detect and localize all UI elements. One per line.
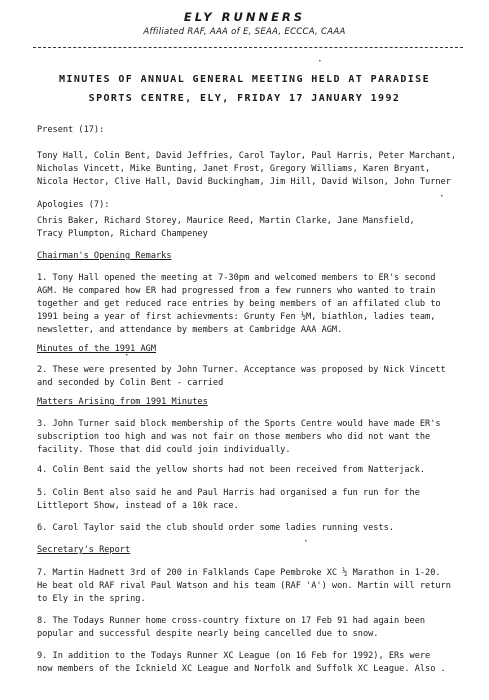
scan-speck: • xyxy=(304,538,308,545)
scan-speck: • xyxy=(440,193,444,200)
paragraph-line: subscription too high and was not fair on those members who did not want the xyxy=(37,432,431,442)
paragraph-line: to Ely in the spring. xyxy=(37,594,146,604)
scan-speck: • xyxy=(125,352,129,359)
paragraph-line: 7. Martin Hadnett 3rd of 200 in Falklands Cape Pembroke XC ½ Marathon in 1-20. xyxy=(37,568,441,578)
header-divider xyxy=(33,47,463,48)
present-line: Nicola Hector, Clive Hall, David Buckingham, Jim Hill, David Wilson, John Turner xyxy=(37,177,451,187)
apologies-heading: Apologies (7): xyxy=(37,200,110,210)
affiliation-line: Affiliated RAF, AAA of E, SEAA, ECCCA, CAAA xyxy=(143,27,346,37)
section-heading-matters-arising: Matters Arising from 1991 Minutes xyxy=(37,397,208,407)
paragraph-line: and seconded by Colin Bent - carried xyxy=(37,378,224,388)
paragraph-line: Littleport Show, instead of a 10k race. xyxy=(37,501,239,511)
paragraph-line: facility. Those that did could join individually. xyxy=(37,445,291,455)
paragraph-line: 4. Colin Bent said the yellow shorts had not been received from Natterjack. xyxy=(37,465,426,475)
paragraph-line: AGM. He compared how ER had progressed from a few runners who wanted to train xyxy=(37,286,436,296)
paragraph-line: together and get reduced race entries by being members of an affilated club to xyxy=(37,299,441,309)
present-line: Tony Hall, Colin Bent, David Jeffries, Carol Taylor, Paul Harris, Peter Marchant, xyxy=(37,151,457,161)
document-title-line-2: SPORTS CENTRE, ELY, FRIDAY 17 JANUARY 1992 xyxy=(88,93,401,104)
present-heading: Present (17): xyxy=(37,125,105,135)
paragraph-line: He beat old RAF rival Paul Watson and his team (RAF 'A') won. Martin will return xyxy=(37,581,451,591)
paragraph-line: 6. Carol Taylor said the club should order some ladies running vests. xyxy=(37,523,394,533)
document-title-line-1: MINUTES OF ANNUAL GENERAL MEETING HELD AT PARADISE xyxy=(58,74,431,85)
paragraph-line: 8. The Todays Runner home cross-country fixture on 17 Feb 91 had again been xyxy=(37,616,426,626)
paragraph-line: 9. In addition to the Todays Runner XC League (on 16 Feb for 1992), ERs were xyxy=(37,651,431,661)
section-heading-minutes: Minutes of the 1991 AGM xyxy=(37,344,156,354)
paragraph-line: popular and successful despite nearly being cancelled due to snow. xyxy=(37,629,379,639)
scan-speck: • xyxy=(318,58,322,65)
paragraph-line: now members of the Icknield XC League and Norfolk and Suffolk XC League. Also . xyxy=(37,664,446,674)
apologies-line: Tracy Plumpton, Richard Champeney xyxy=(37,229,208,239)
paragraph-line: newsletter, and attendance by members at Cambridge AAA AGM. xyxy=(37,325,343,335)
apologies-line: Chris Baker, Richard Storey, Maurice Reed, Martin Clarke, Jane Mansfield, xyxy=(37,216,415,226)
paragraph-line: 1. Tony Hall opened the meeting at 7-30pm and welcomed members to ER's second xyxy=(37,273,436,283)
present-line: Nicholas Vincett, Mike Bunting, Janet Frost, Gregory Williams, Karen Bryant, xyxy=(37,164,431,174)
section-heading-secretary: Secretary's Report xyxy=(37,545,131,555)
club-name: ELY RUNNERS xyxy=(183,10,306,24)
paragraph-line: 2. These were presented by John Turner. Acceptance was proposed by Nick Vincett xyxy=(37,365,446,375)
section-heading-chairman: Chairman's Opening Remarks xyxy=(37,251,172,261)
paragraph-line: 3. John Turner said block membership of the Sports Centre would have made ER's xyxy=(37,419,441,429)
paragraph-line: 1991 being a year of first achievments: Grunty Fen ½M, biathlon, ladies team, xyxy=(37,312,436,322)
paragraph-line: 5. Colin Bent also said he and Paul Harris had organised a fun run for the xyxy=(37,488,420,498)
